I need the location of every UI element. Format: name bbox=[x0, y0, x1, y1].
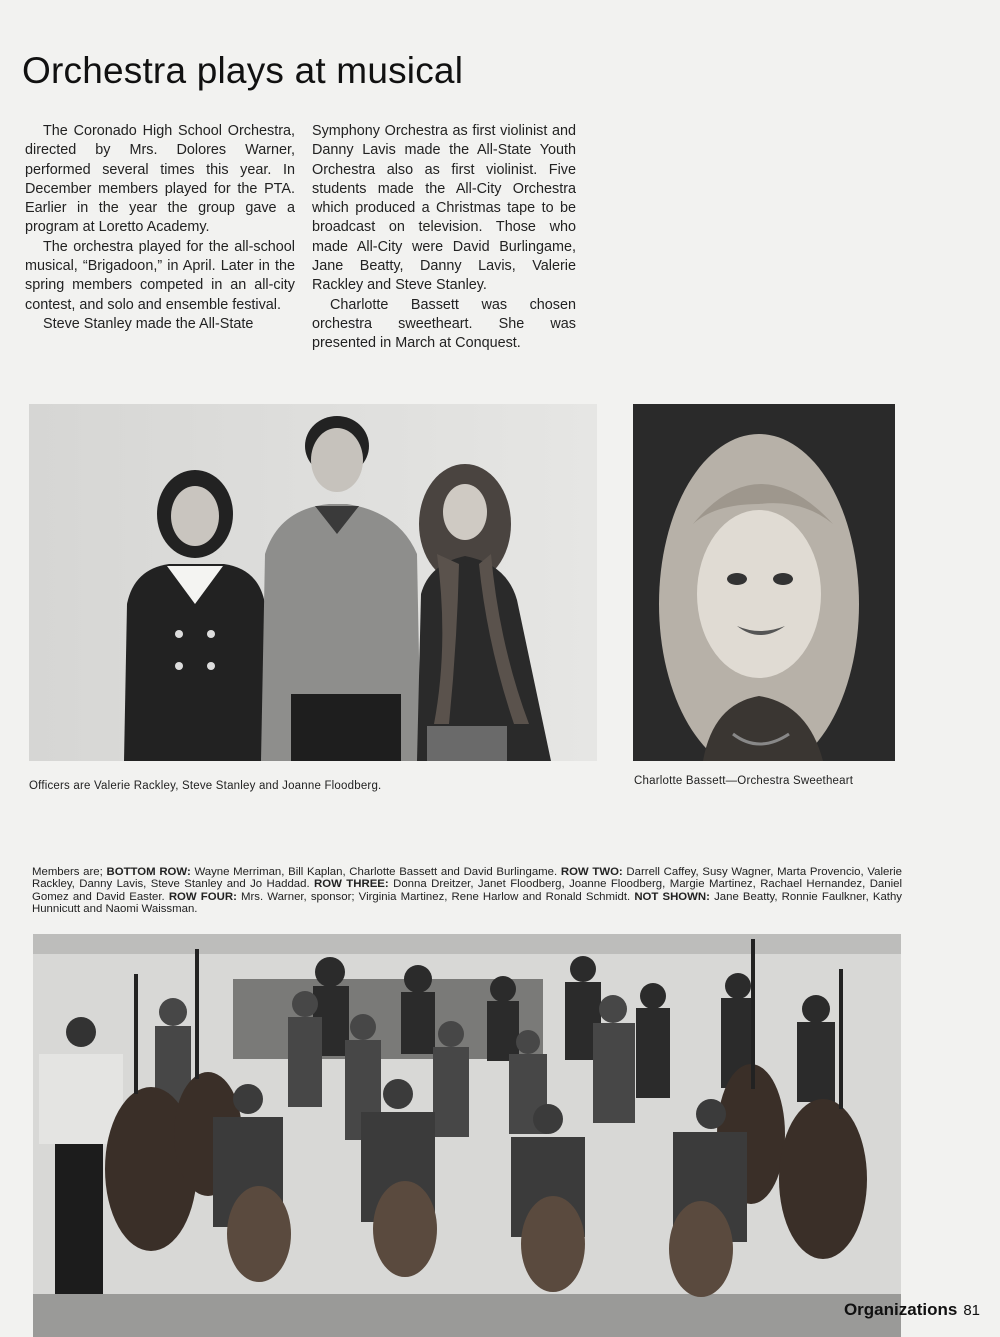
members-list bbox=[32, 866, 902, 916]
paragraph: Steve Stanley made the All-State bbox=[43, 315, 254, 332]
paragraph: Charlotte Bassett was chosen orchestra sweetheart. She was presented in March at Conquest. bbox=[312, 296, 576, 352]
row-names: Donna Dreitzer, Janet Floodberg, Joanne Floodberg, Margie Martinez, Rachael Hernandez, Daniel Gomez and David Easter. bbox=[32, 878, 903, 903]
sweetheart-portrait bbox=[633, 404, 895, 761]
row-label: ROW THREE: bbox=[314, 878, 389, 891]
officers-caption: Officers are Valerie Rackley, Steve Stanley and Joanne Floodberg. bbox=[29, 780, 382, 792]
article-column-1 bbox=[25, 122, 295, 334]
orchestra-group-photo bbox=[33, 934, 901, 1337]
paragraph: Symphony Orchestra as first violinist and Danny Lavis made the All-State Youth Orchestra also as first violinist. Five students made the All-City Orchestra which produced a Christmas tape to be broadcast on television. Those who made All-City were David Burlingame, Jane Beatty, Danny Lavis, Valerie Rackley and Steve Stanley. bbox=[312, 123, 576, 294]
row-label: ROW FOUR: bbox=[168, 890, 237, 903]
paragraph: The Coronado High School Orchestra, directed by Mrs. Dolores Warner, performed several times this year. In December members played for the PTA. Earlier in the year the group gave a program at Loretto Academy. bbox=[25, 123, 295, 236]
page-number: 81 bbox=[963, 1302, 980, 1319]
row-names: Darrell Caffey, Susy Wagner, Marta Provencio, Valerie Rackley, Danny Lavis, Steve Stanley and Jo Haddad. bbox=[32, 866, 902, 891]
row-names: Jane Beatty, Ronnie Faulkner, Kathy Hunnicutt and Naomi Waissman. bbox=[32, 890, 903, 916]
row-names: Wayne Merriman, Bill Kaplan, Charlotte Bassett and David Burlingame. bbox=[194, 866, 558, 878]
page-footer bbox=[844, 1300, 980, 1320]
officers-photo bbox=[29, 404, 597, 761]
row-label: BOTTOM ROW: bbox=[106, 866, 191, 878]
members-intro: Members are; bbox=[32, 866, 103, 878]
page-title: Orchestra plays at musical bbox=[22, 50, 464, 91]
section-name: Organizations bbox=[843, 1300, 958, 1319]
paragraph: The orchestra played for the all-school musical, “Brigadoon,” in April. Later in the spring members competed in an all-city contest, and solo and ensemble festival. bbox=[25, 238, 295, 313]
row-names: Mrs. Warner, sponsor; Virginia Martinez, Rene Harlow and Ronald Schmidt. bbox=[241, 890, 631, 903]
row-label: ROW TWO: bbox=[560, 866, 623, 878]
sweetheart-caption: Charlotte Bassett—Orchestra Sweetheart bbox=[634, 775, 854, 787]
row-label: NOT SHOWN: bbox=[634, 890, 710, 903]
article-column-2 bbox=[312, 122, 576, 354]
